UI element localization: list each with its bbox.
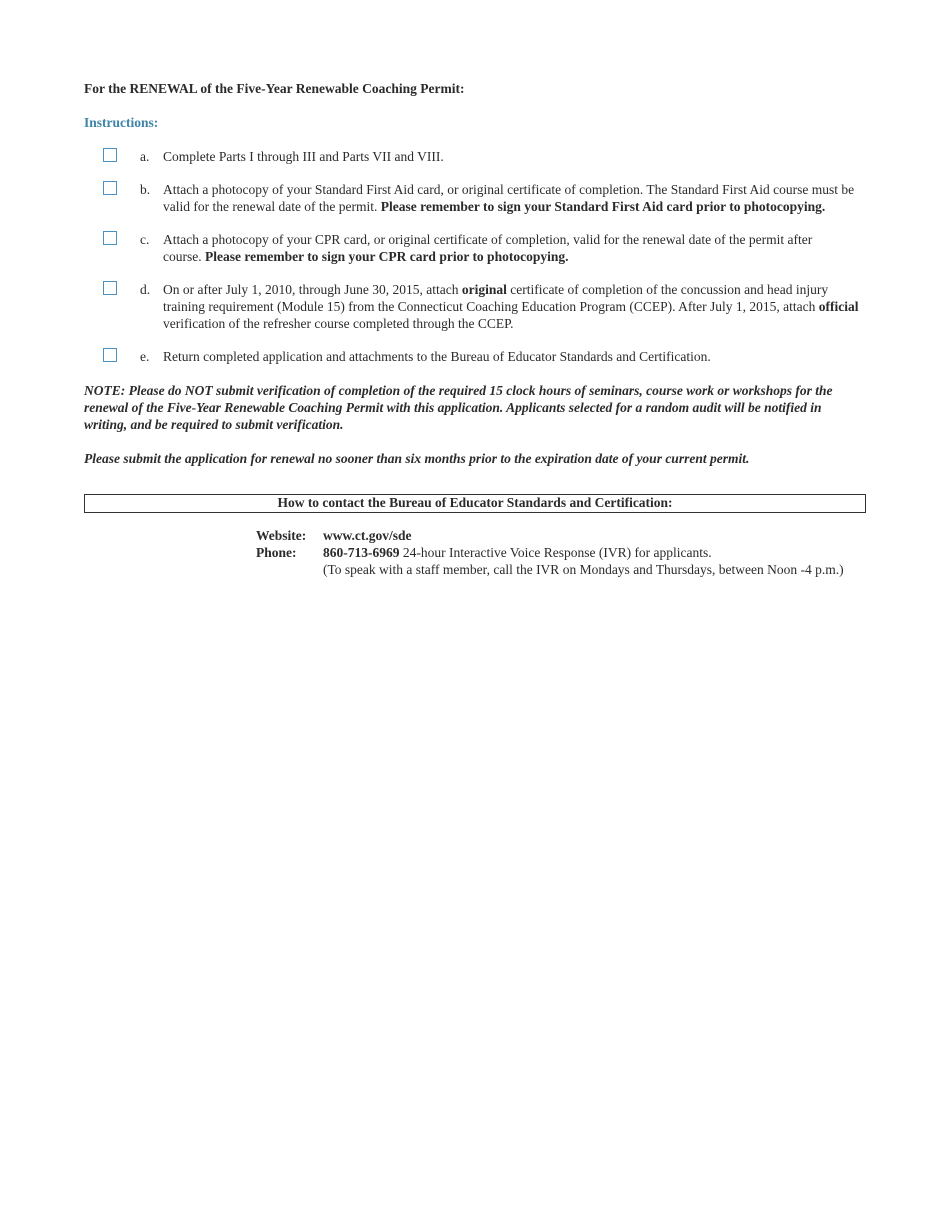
item-text: Attach a photocopy of your Standard First Aid card, or original certificate of completion. The Standard First Aid course must be valid for the renewal date of the permit. Please remember to sign your Standard First Aid card prior to photocopying. <box>163 182 855 214</box>
item-text: Attach a photocopy of your CPR card, or original certificate of completion, valid for the renewal date of the permit after course. Please remember to sign your CPR card prior to photocopying. <box>163 232 813 264</box>
item-text: Return completed application and attachments to the Bureau of Educator Standards and Certification. <box>163 349 711 364</box>
item-text: Complete Parts I through III and Parts VII and VIII. <box>163 149 444 164</box>
phone-note: (To speak with a staff member, call the IVR on Mondays and Thursdays, between Noon -4 p.m.) <box>323 562 844 577</box>
instruction-item-c <box>84 231 866 265</box>
checkbox-item-e[interactable] <box>103 348 117 362</box>
contact-info <box>256 527 866 578</box>
checkbox-item-a[interactable] <box>103 148 117 162</box>
contact-phone-note-row <box>256 561 866 578</box>
phone-description: 24-hour Interactive Voice Response (IVR) for applicants. <box>402 545 712 560</box>
submit-timing-note: Please submit the application for renewal no sooner than six months prior to the expiration date of your current permit. <box>84 451 750 466</box>
item-letter: c. <box>140 232 150 247</box>
contact-box-title: How to contact the Bureau of Educator Standards and Certification: <box>84 494 866 513</box>
website-link[interactable]: www.ct.gov/sde <box>323 528 412 543</box>
item-letter: d. <box>140 282 151 297</box>
instruction-item-e <box>84 348 866 365</box>
contact-phone-row <box>256 544 866 561</box>
instructions-label: Instructions: <box>84 115 159 130</box>
item-letter: a. <box>140 149 150 164</box>
checkbox-item-c[interactable] <box>103 231 117 245</box>
item-text: On or after July 1, 2010, through June 30, 2015, attach original certificate of completion of the concussion and head injury training requirement (Module 15) from the Connecticut Coaching Education Program (CCEP). After July 1, 2015, attach official verification of the refresher course completed through the CCEP. <box>163 282 859 331</box>
checkbox-item-b[interactable] <box>103 181 117 195</box>
renewal-instructions-page <box>84 80 866 578</box>
contact-website-row <box>256 527 866 544</box>
item-letter: e. <box>140 349 150 364</box>
page-heading: For the RENEWAL of the Five-Year Renewable Coaching Permit: <box>84 81 465 96</box>
instruction-item-a <box>84 148 866 165</box>
phone-label: Phone: <box>256 545 297 560</box>
phone-number: 860-713-6969 <box>323 545 400 560</box>
website-label: Website: <box>256 528 307 543</box>
checkbox-item-d[interactable] <box>103 281 117 295</box>
instruction-item-b <box>84 181 866 215</box>
item-letter: b. <box>140 182 151 197</box>
audit-note: NOTE: Please do NOT submit verification of completion of the required 15 clock hours of seminars, course work or workshops for the renewal of the Five-Year Renewable Coaching Permit with this application. Applicants selected for a random audit will be notified in writing, and be required to submit verification. <box>84 383 833 432</box>
instruction-item-d <box>84 281 866 332</box>
